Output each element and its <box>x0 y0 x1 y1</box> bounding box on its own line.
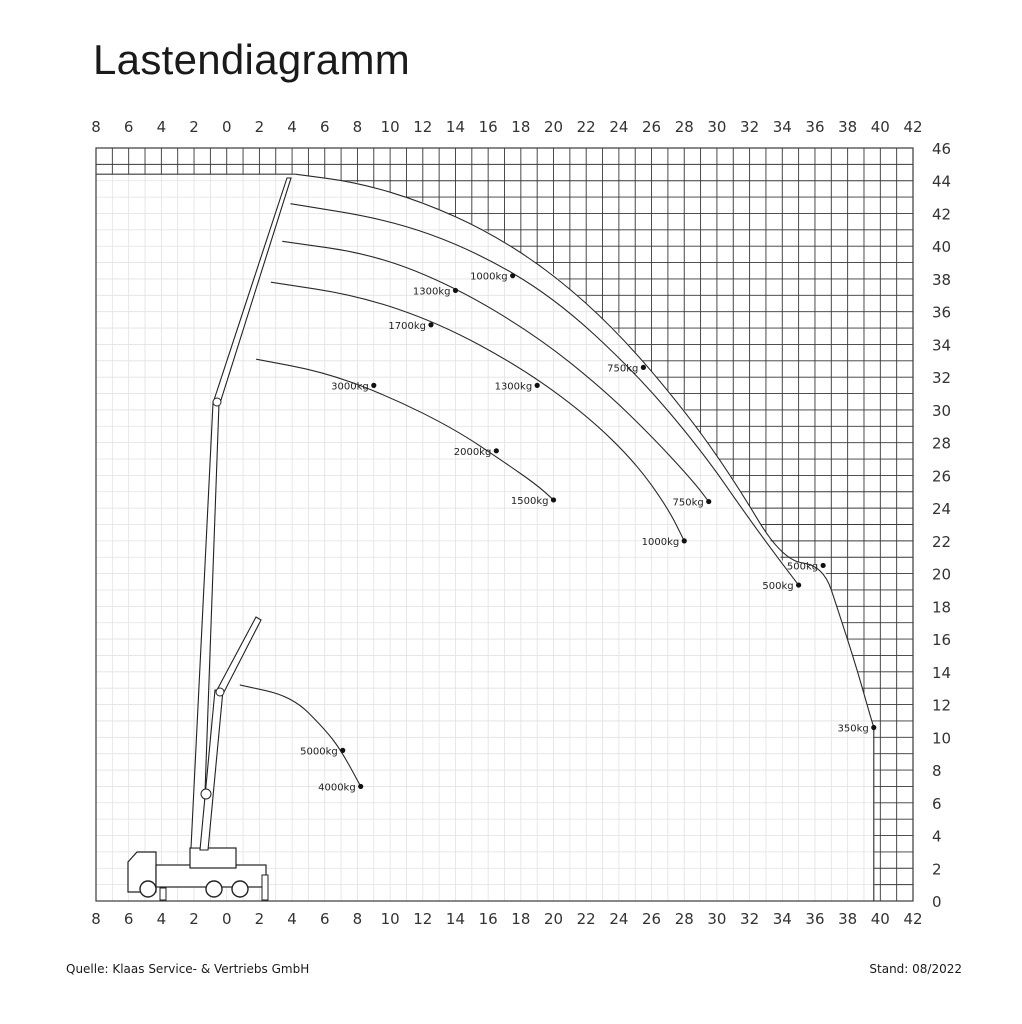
load-point <box>706 499 711 504</box>
x-tick-label: 2 <box>189 118 199 136</box>
y-tick-label: 44 <box>932 172 952 191</box>
x-tick-label: 32 <box>740 118 760 136</box>
load-curve <box>256 359 553 500</box>
x-tick-label: 10 <box>380 118 400 136</box>
x-tick-label: 6 <box>123 910 134 929</box>
x-tick-label: 26 <box>642 910 662 929</box>
x-tick-label: 2 <box>254 118 265 136</box>
x-tick-label: 6 <box>123 118 134 136</box>
x-tick-label: 0 <box>221 910 232 929</box>
y-tick-label: 12 <box>932 696 952 715</box>
x-tick-label: 42 <box>903 910 923 929</box>
x-tick-label: 8 <box>91 118 101 136</box>
load-point <box>494 448 499 453</box>
load-label: 2000kg <box>453 446 492 458</box>
x-tick-label: 2 <box>254 910 265 929</box>
x-tick-label: 14 <box>445 910 466 929</box>
load-label: 1500kg <box>510 495 549 507</box>
x-tick-label: 24 <box>609 910 629 929</box>
y-tick-label: 32 <box>932 369 952 388</box>
x-tick-label: 4 <box>287 118 297 136</box>
x-tick-label: 22 <box>576 118 596 136</box>
y-tick-label: 20 <box>932 565 952 584</box>
x-tick-label: 10 <box>380 910 400 929</box>
load-point <box>796 582 801 587</box>
load-curves <box>240 174 874 786</box>
load-curve <box>290 204 798 585</box>
load-label: 750kg <box>607 363 639 375</box>
x-tick-label: 20 <box>543 118 564 136</box>
y-tick-label: 40 <box>932 238 952 257</box>
load-label: 3000kg <box>331 381 369 393</box>
load-point <box>551 497 556 502</box>
y-tick-label: 6 <box>932 794 942 813</box>
page-title: Lastendiagramm <box>93 36 411 83</box>
load-label: 5000kg <box>300 746 338 758</box>
load-label: 750kg <box>672 497 704 509</box>
footer-source: Quelle: Klaas Service- & Vertriebs GmbH <box>66 962 310 976</box>
x-tick-label: 8 <box>352 118 363 136</box>
x-tick-label: 26 <box>642 118 662 136</box>
load-curve <box>240 685 361 786</box>
y-tick-label: 42 <box>932 205 952 224</box>
y-tick-label: 14 <box>932 663 952 682</box>
major-grid <box>96 148 913 901</box>
crane-truck-illustration <box>128 178 291 900</box>
y-tick-label: 18 <box>932 598 952 617</box>
x-tick-label: 38 <box>838 910 858 929</box>
crane-turret <box>190 848 236 868</box>
x-tick-label: 36 <box>805 118 825 136</box>
x-tick-label: 6 <box>319 118 330 136</box>
x-tick-label: 34 <box>772 910 792 929</box>
x-axis-top-ticks <box>91 118 922 136</box>
boom-joint <box>216 688 224 696</box>
folded-jib <box>217 617 261 692</box>
load-point <box>371 383 376 388</box>
truck-wheel <box>232 881 248 897</box>
x-tick-label: 36 <box>805 910 825 929</box>
load-label: 1000kg <box>641 536 680 548</box>
truck-wheel <box>206 881 222 897</box>
load-curve <box>295 174 873 727</box>
y-tick-label: 46 <box>932 140 952 158</box>
x-tick-label: 40 <box>870 118 890 136</box>
load-point <box>340 748 345 753</box>
x-axis-bottom-ticks <box>91 910 922 928</box>
load-curve <box>271 282 684 541</box>
x-tick-label: 40 <box>870 910 890 929</box>
load-point <box>871 725 876 730</box>
x-tick-label: 32 <box>740 910 760 929</box>
x-tick-label: 22 <box>576 910 596 929</box>
load-label: 1000kg <box>470 271 508 283</box>
x-tick-label: 30 <box>707 118 727 136</box>
y-tick-label: 0 <box>932 893 942 911</box>
y-tick-label: 38 <box>932 270 952 289</box>
x-tick-label: 18 <box>511 910 531 929</box>
x-tick-label: 42 <box>903 118 923 136</box>
footer-date: Stand: 08/2022 <box>869 962 962 976</box>
outrigger <box>160 888 166 900</box>
y-tick-label: 8 <box>932 762 942 781</box>
y-tick-label: 24 <box>932 500 952 519</box>
load-point <box>453 288 458 293</box>
x-tick-label: 2 <box>189 910 199 929</box>
load-label: 4000kg <box>318 782 356 794</box>
boom-joint <box>213 398 221 406</box>
boom-jib <box>214 178 291 400</box>
load-label: 350kg <box>837 723 869 735</box>
x-tick-label: 28 <box>674 118 694 136</box>
x-tick-label: 14 <box>445 118 466 136</box>
load-point <box>821 563 826 568</box>
load-point <box>428 322 433 327</box>
x-tick-label: 4 <box>287 910 297 929</box>
load-label: 500kg <box>762 581 794 593</box>
load-point <box>535 383 540 388</box>
boom-joint <box>201 789 211 799</box>
x-tick-label: 16 <box>478 118 498 136</box>
y-tick-label: 16 <box>932 631 952 650</box>
x-tick-label: 20 <box>543 910 564 929</box>
x-tick-label: 34 <box>772 118 792 136</box>
load-label: 1300kg <box>412 286 451 298</box>
x-tick-label: 30 <box>707 910 727 929</box>
x-tick-label: 38 <box>838 118 858 136</box>
y-tick-label: 4 <box>932 827 942 846</box>
load-point <box>641 365 646 370</box>
load-point <box>682 538 687 543</box>
y-tick-label: 10 <box>932 729 952 748</box>
y-axis-ticks <box>932 140 951 911</box>
truck-wheel <box>140 881 156 897</box>
load-label: 1700kg <box>388 320 426 332</box>
load-label: 1300kg <box>494 381 533 393</box>
x-tick-label: 0 <box>221 118 232 136</box>
y-tick-label: 36 <box>932 303 952 322</box>
x-tick-label: 8 <box>91 910 101 929</box>
x-tick-label: 24 <box>609 118 629 136</box>
x-tick-label: 18 <box>511 118 531 136</box>
load-points <box>300 272 876 794</box>
x-tick-label: 6 <box>319 910 330 929</box>
y-tick-label: 28 <box>932 434 952 453</box>
outrigger <box>262 875 268 900</box>
x-tick-label: 4 <box>156 118 167 136</box>
x-tick-label: 12 <box>413 910 433 929</box>
y-tick-label: 30 <box>932 401 952 420</box>
x-tick-label: 28 <box>674 910 694 929</box>
y-tick-label: 34 <box>932 336 952 355</box>
x-tick-label: 16 <box>478 910 498 929</box>
load-point <box>510 273 515 278</box>
load-label: 500kg <box>786 561 819 573</box>
x-tick-label: 8 <box>352 910 363 929</box>
x-tick-label: 4 <box>156 910 167 929</box>
x-tick-label: 12 <box>413 118 433 136</box>
load-point <box>358 784 363 789</box>
y-tick-label: 2 <box>932 860 942 879</box>
y-tick-label: 22 <box>932 532 952 551</box>
y-tick-label: 26 <box>932 467 952 486</box>
